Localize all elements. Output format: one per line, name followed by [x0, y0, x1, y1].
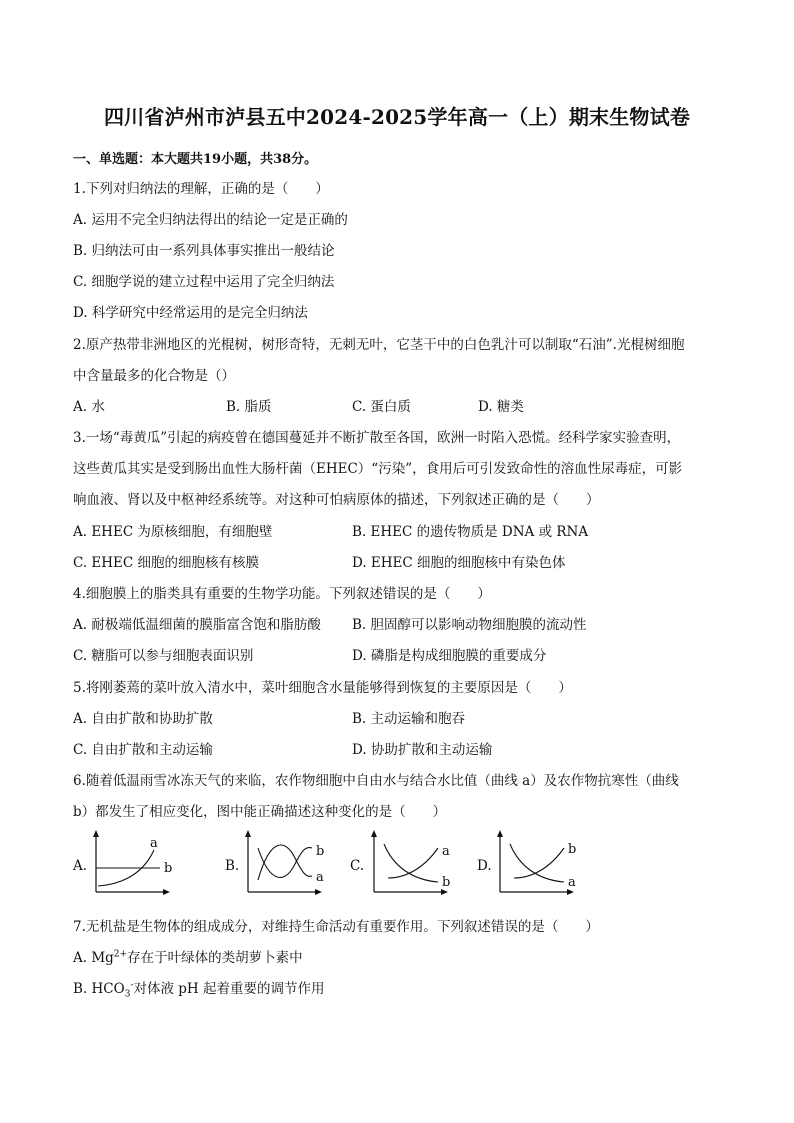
q7-option-b-prefix: B. HCO	[73, 981, 125, 997]
curve-a-label: a	[442, 844, 450, 859]
q2-stem-line2: 中含量最多的化合物是（）	[73, 368, 235, 384]
q3-option-d: D. EHEC 细胞的细胞核中有染色体	[352, 555, 566, 571]
q1-option-d: D. 科学研究中经常运用的是完全归纳法	[73, 305, 308, 321]
q5-option-b: B. 主动运输和胞吞	[352, 711, 466, 727]
q5-stem: 5.将刚萎蔫的菜叶放入清水中，菜叶细胞含水量能够得到恢复的主要原因是（ ）	[73, 680, 572, 696]
curve-a-label: a	[568, 875, 576, 890]
q2-option-b: B. 脂质	[226, 399, 272, 415]
q5-option-c: C. 自由扩散和主动运输	[73, 742, 213, 758]
q1-option-a: A. 运用不完全归纳法得出的结论一定是正确的	[73, 212, 348, 228]
q6-graph-d	[492, 828, 592, 900]
q2-option-c: C. 蛋白质	[352, 399, 411, 415]
q2-option-a: A. 水	[73, 399, 105, 415]
q3-option-c: C. EHEC 细胞的细胞核有核膜	[73, 555, 260, 571]
q3-stem-line2: 这些黄瓜其实是受到肠出血性大肠杆菌（EHEC）“污染”，食用后可引发致命性的溶血性尿毒症，可影	[73, 461, 683, 477]
q2-option-d: D. 糖类	[478, 399, 524, 415]
q4-option-d: D. 磷脂是构成细胞膜的重要成分	[352, 648, 547, 664]
q5-option-a: A. 自由扩散和协助扩散	[73, 711, 213, 727]
q6-graph-d-option: D.	[477, 858, 492, 874]
curve-b-label: b	[568, 842, 577, 857]
q1-option-b: B. 归纳法可由一系列具体事实推出一般结论	[73, 243, 335, 259]
q7-option-b-subscript: 3	[124, 989, 131, 1000]
q7-option-a	[73, 946, 303, 966]
q3-option-a: A. EHEC 为原核细胞，有细胞壁	[73, 524, 273, 540]
q7-stem: 7.无机盐是生物体的组成成分，对维持生命活动有重要作用。下列叙述错误的是（ ）	[73, 919, 599, 935]
curve-a-label: a	[150, 836, 158, 851]
y-axis-arrow	[371, 830, 377, 837]
x-axis-arrow	[163, 889, 170, 895]
q6-graph-b-option: B.	[225, 858, 240, 874]
q1-stem: 1.下列对归纳法的理解，正确的是（ ）	[73, 181, 329, 197]
q7-option-b-text: 对体液 pH 起着重要的调节作用	[133, 981, 325, 997]
q7-option-a-charge: 2+	[113, 949, 128, 960]
curve-b-label: b	[164, 861, 173, 876]
q7-option-a-prefix: A. Mg	[73, 950, 114, 966]
q4-option-c: C. 糖脂可以参与细胞表面识别	[73, 648, 254, 664]
section-heading: 一、单选题：本大题共19小题，共38分。	[73, 152, 318, 167]
page-title: 四川省泸州市泸县五中2024-2025学年高一（上）期末生物试卷	[103, 105, 691, 129]
curve-b-label: b	[442, 875, 451, 890]
q7-option-b-charge: -	[130, 980, 134, 991]
q6-stem-line2: b）都发生了相应变化，图中能正确描述这种变化的是（ ）	[73, 804, 447, 820]
q4-option-b: B. 胆固醇可以影响动物细胞膜的流动性	[352, 617, 587, 633]
q4-stem: 4.细胞膜上的脂类具有重要的生物学功能。下列叙述错误的是（ ）	[73, 586, 491, 602]
y-axis-arrow	[93, 830, 99, 837]
q1-option-c: C. 细胞学说的建立过程中运用了完全归纳法	[73, 274, 335, 290]
q6-graph-a	[88, 828, 188, 900]
q2-stem-line1: 2.原产热带非洲地区的光棍树，树形奇特，无刺无叶，它茎干中的白色乳汁可以制取“石油”.光棍树细胞	[73, 337, 685, 353]
q6-graph-c-option: C.	[350, 858, 365, 874]
q6-graph-c	[366, 828, 466, 900]
q3-stem-line3: 响血液、肾以及中枢神经系统等。对这种可怕病原体的描述，下列叙述正确的是（ ）	[73, 492, 600, 508]
curve-b-label: b	[316, 844, 325, 859]
q4-option-a: A. 耐极端低温细菌的膜脂富含饱和脂肪酸	[73, 617, 321, 633]
q6-graph-a-option: A.	[73, 858, 88, 874]
x-axis-arrow	[315, 889, 322, 895]
q3-option-b: B. EHEC 的遗传物质是 DNA 或 RNA	[352, 524, 589, 540]
y-axis-arrow	[245, 830, 251, 837]
q7-option-a-text: 存在于叶绿体的类胡萝卜素中	[127, 950, 303, 966]
y-axis-arrow	[497, 830, 503, 837]
q6-stem-line1: 6.随着低温雨雪冰冻天气的来临，农作物细胞中自由水与结合水比值（曲线 a）及农作物抗寒性（曲线	[73, 773, 679, 789]
q6-graph-b	[240, 828, 340, 900]
curve-a-label: a	[316, 870, 324, 885]
q3-stem-line1: 3.一场“毒黄瓜”引起的病疫曾在德国蔓延并不断扩散至各国，欧洲一时陷入恐慌。经科学家实验查明，	[73, 430, 681, 446]
q5-option-d: D. 协助扩散和主动运输	[352, 742, 493, 758]
curve-a	[510, 844, 564, 882]
q7-option-b	[73, 977, 324, 1000]
curve-b	[384, 844, 438, 882]
